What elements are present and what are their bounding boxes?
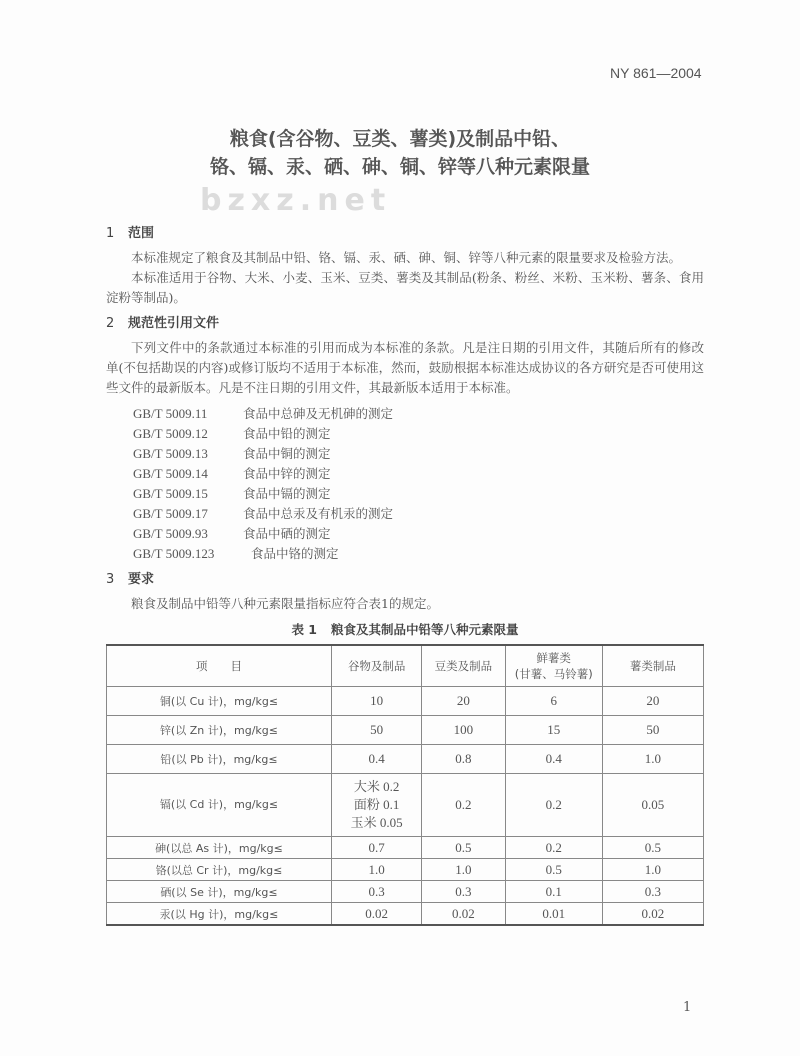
reference-item (133, 504, 704, 524)
table-row (107, 881, 704, 903)
column-header-item: 项 目 (107, 645, 332, 687)
cell-value: 1.0 (331, 859, 421, 881)
cell-value: 0.2 (422, 774, 505, 837)
table-row (107, 716, 704, 745)
cell-value: 0.8 (422, 745, 505, 774)
table-row (107, 903, 704, 926)
row-item: 铬(以总 Cr 计)，mg/kg≤ (107, 859, 332, 881)
table-row (107, 774, 704, 837)
cell-value: 0.7 (331, 837, 421, 859)
reference-item (133, 524, 704, 544)
cell-value: 50 (331, 716, 421, 745)
column-header-fresh-tuber (505, 645, 602, 687)
paragraph: 本标准规定了粮食及其制品中铅、铬、镉、汞、硒、砷、铜、锌等八种元素的限量要求及检验方法。 (131, 250, 682, 265)
cell-value: 0.4 (505, 745, 602, 774)
cell-value: 0.2 (505, 774, 602, 837)
section-title: 要求 (128, 572, 155, 587)
reference-code: GB/T 5009.17 (133, 506, 208, 521)
reference-code: GB/T 5009.11 (133, 406, 208, 421)
reference-item (133, 424, 704, 444)
cell-value: 6 (505, 687, 602, 716)
section-3-heading (106, 570, 704, 590)
reference-code: GB/T 5009.15 (133, 486, 208, 501)
document-body (106, 214, 704, 926)
reference-list (133, 404, 704, 564)
reference-title: 食品中总汞及有机汞的测定 (243, 506, 394, 521)
row-item: 锌(以 Zn 计)，mg/kg≤ (107, 716, 332, 745)
reference-title: 食品中铅的测定 (243, 426, 331, 441)
reference-code: GB/T 5009.14 (133, 466, 208, 481)
row-item: 汞(以 Hg 计)，mg/kg≤ (107, 903, 332, 926)
cell-value: 20 (422, 687, 505, 716)
paragraph: 粮食及制品中铅等八种元素限量指标应符合表1的规定。 (131, 596, 439, 611)
reference-item (133, 404, 704, 424)
cell-value: 20 (602, 687, 703, 716)
column-header-tuber-products: 薯类制品 (602, 645, 703, 687)
section-2-body (106, 338, 704, 398)
paragraph: 本标准适用于谷物、大米、小麦、玉米、豆类、薯类及其制品(粉条、粉丝、米粉、玉米粉、薯条、食用淀粉等制品)。 (106, 270, 704, 305)
reference-title: 食品中铜的测定 (243, 446, 331, 461)
cell-value: 0.05 (602, 774, 703, 837)
cell-value: 0.01 (505, 903, 602, 926)
cell-value: 0.02 (331, 903, 421, 926)
reference-code: GB/T 5009.13 (133, 446, 208, 461)
section-3-body (106, 594, 704, 614)
reference-item (133, 464, 704, 484)
reference-code: GB/T 5009.93 (133, 526, 208, 541)
section-number: 2 (106, 316, 115, 331)
table-row (107, 837, 704, 859)
section-title: 范围 (128, 226, 155, 241)
cell-value: 0.5 (602, 837, 703, 859)
cell-value: 0.1 (505, 881, 602, 903)
cell-value-multi (331, 774, 421, 837)
column-header-legume: 豆类及制品 (422, 645, 505, 687)
document-title (120, 125, 680, 181)
row-item: 硒(以 Se 计)，mg/kg≤ (107, 881, 332, 903)
reference-item (133, 444, 704, 464)
reference-item (133, 544, 704, 564)
reference-title: 食品中硒的测定 (243, 526, 331, 541)
section-number: 1 (106, 226, 115, 241)
reference-item (133, 484, 704, 504)
section-2-heading (106, 314, 704, 334)
header-line: (甘薯、马铃薯) (514, 667, 593, 681)
cell-value: 100 (422, 716, 505, 745)
section-number: 3 (106, 572, 115, 587)
row-item: 铅(以 Pb 计)，mg/kg≤ (107, 745, 332, 774)
cell-value: 1.0 (422, 859, 505, 881)
cell-value: 0.5 (505, 859, 602, 881)
cell-value: 0.5 (422, 837, 505, 859)
section-1-heading (106, 224, 704, 244)
section-title: 规范性引用文件 (128, 316, 220, 331)
row-item: 砷(以总 As 计)，mg/kg≤ (107, 837, 332, 859)
element-limits-table (106, 644, 704, 926)
cell-value: 0.3 (602, 881, 703, 903)
column-header-cereal: 谷物及制品 (331, 645, 421, 687)
table-row (107, 687, 704, 716)
paragraph: 下列文件中的条款通过本标准的引用而成为本标准的条款。凡是注日期的引用文件，其随后所有的修改单(不包括勘误的内容)或修订版均不适用于本标准，然而，鼓励根据本标准达成协议的各方研究是否可使用这些文件的最新版本。凡是不注日期的引用文件，其最新版本适用于本标准。 (106, 340, 704, 395)
reference-title: 食品中铬的测定 (251, 546, 339, 561)
cell-value: 1.0 (602, 745, 703, 774)
cell-value: 0.3 (331, 881, 421, 903)
table-row (107, 745, 704, 774)
sub-value: 面粉 0.1 (353, 797, 400, 812)
table-caption-label: 表 1 (291, 622, 318, 637)
sub-value: 大米 0.2 (353, 779, 400, 794)
cell-value: 1.0 (602, 859, 703, 881)
table-caption (106, 620, 704, 640)
cell-value: 50 (602, 716, 703, 745)
title-line-1: 粮食(含谷物、豆类、薯类)及制品中铅、 (229, 128, 571, 150)
reference-title: 食品中总砷及无机砷的测定 (243, 406, 394, 421)
section-1-body (106, 248, 704, 308)
cell-value: 0.02 (602, 903, 703, 926)
table-row (107, 859, 704, 881)
cell-value: 15 (505, 716, 602, 745)
table-caption-title: 粮食及其制品中铅等八种元素限量 (331, 622, 519, 637)
cell-value: 0.4 (331, 745, 421, 774)
reference-title: 食品中锌的测定 (243, 466, 331, 481)
watermark: bzxz.net (200, 183, 392, 218)
cell-value: 0.3 (422, 881, 505, 903)
header-line: 鲜薯类 (536, 651, 571, 665)
reference-title: 食品中镉的测定 (243, 486, 331, 501)
row-item: 镉(以 Cd 计)，mg/kg≤ (107, 774, 332, 837)
row-item: 铜(以 Cu 计)，mg/kg≤ (107, 687, 332, 716)
reference-code: GB/T 5009.123 (133, 546, 215, 561)
standard-number: NY 861—2004 (610, 65, 702, 81)
reference-code: GB/T 5009.12 (133, 426, 208, 441)
sub-value: 玉米 0.05 (350, 815, 403, 830)
page-number: 1 (683, 1000, 692, 1015)
cell-value: 10 (331, 687, 421, 716)
title-line-2: 铬、镉、汞、硒、砷、铜、锌等八种元素限量 (209, 156, 590, 178)
cell-value: 0.2 (505, 837, 602, 859)
cell-value: 0.02 (422, 903, 505, 926)
